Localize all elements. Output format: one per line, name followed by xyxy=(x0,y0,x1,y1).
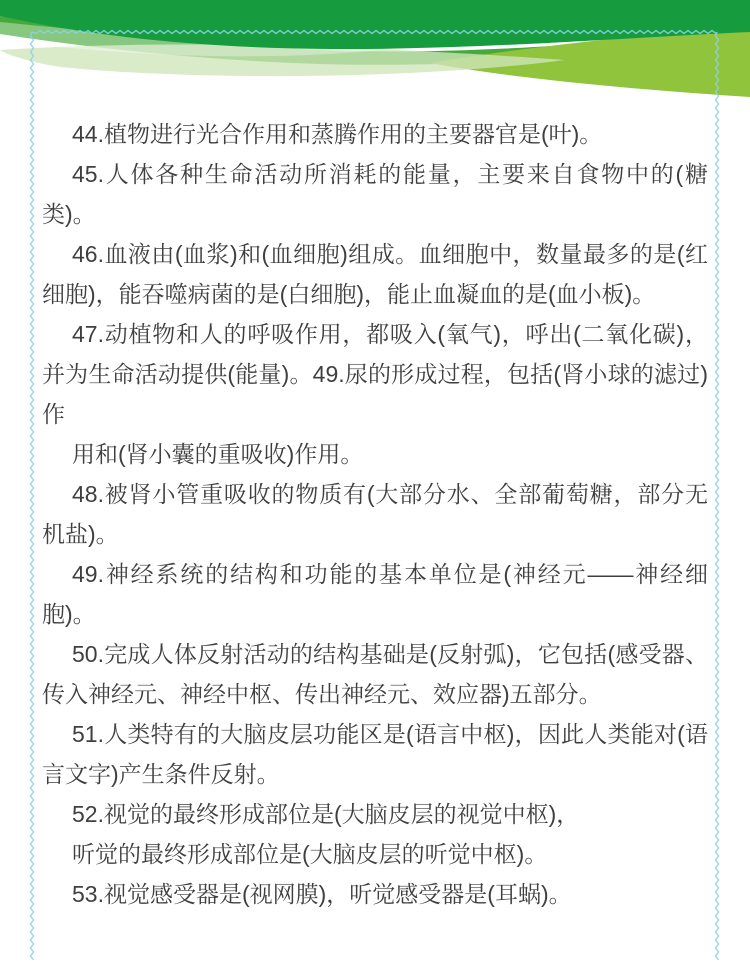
header-wave-graphic xyxy=(0,0,750,110)
note-item-52-continuation: 听觉的最终形成部位是(大脑皮层的听觉中枢)。 xyxy=(72,841,548,867)
note-item-51: 51.人类特有的大脑皮层功能区是(语言中枢)，因此人类能对(语言文字)产生条件反射。 xyxy=(42,721,708,787)
note-item-50: 50.完成人体反射活动的结构基础是(反射弧)，它包括(感受器、传入神经元、神经中枢、传出神经元、效应器)五部分。 xyxy=(42,641,708,707)
note-item-45: 45.人体各种生命活动所消耗的能量，主要来自食物中的(糖类)。 xyxy=(42,161,708,227)
note-item-44: 44.植物进行光合作用和蒸腾作用的主要器官是(叶)。 xyxy=(72,121,603,147)
note-item-48: 48.被肾小管重吸收的物质有(大部分水、全部葡萄糖，部分无机盐)。 xyxy=(42,481,708,547)
note-item-49: 49.神经系统的结构和功能的基本单位是(神经元——神经细胞)。 xyxy=(42,561,708,627)
note-item-46: 46.血液由(血浆)和(血细胞)组成。血细胞中，数量最多的是(红细胞)，能吞噬病菌的是(白细胞)，能止血凝血的是(血小板)。 xyxy=(42,241,708,307)
note-item-52: 52.视觉的最终形成部位是(大脑皮层的视觉中枢)， xyxy=(72,801,580,827)
note-item-47: 47.动植物和人的呼吸作用，都吸入(氧气)，呼出(二氧化碳)，并为生命活动提供(能量)。49.尿的形成过程，包括(肾小球的滤过)作 xyxy=(42,321,708,427)
note-item-53: 53.视觉感受器是(视网膜)，听觉感受器是(耳蜗)。 xyxy=(72,881,572,907)
notes-content xyxy=(32,114,718,914)
note-item-47-continuation: 用和(肾小囊的重吸收)作用。 xyxy=(72,441,364,467)
